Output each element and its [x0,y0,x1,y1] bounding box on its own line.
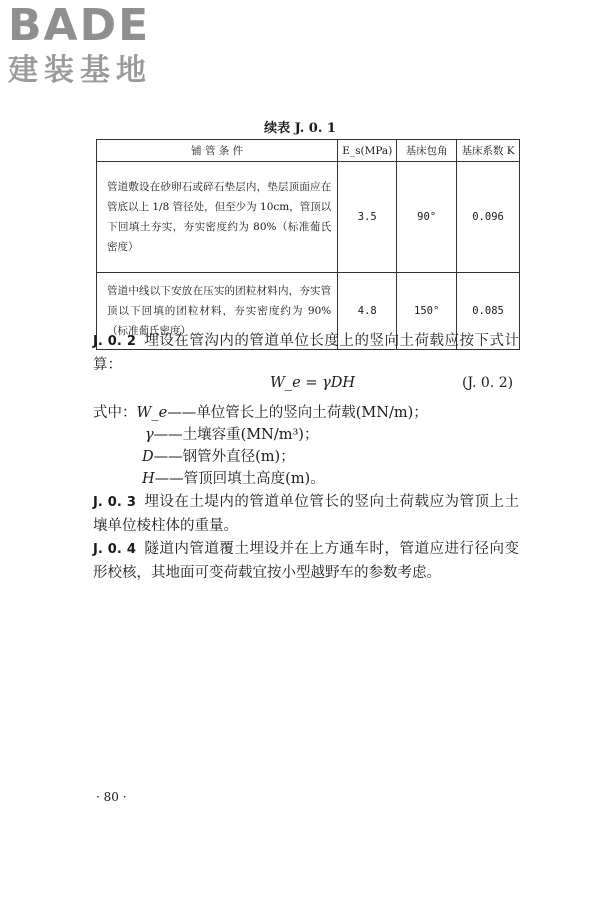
legend-desc: ——单位管长上的竖向土荷载(MN/m)； [167,405,428,421]
row-es: 4.8 [338,273,397,350]
formula: W_e = γDH [270,375,356,391]
section-number: J. 0. 2 [93,334,136,349]
section-j03 [93,491,519,537]
continued-table [96,139,520,350]
row-condition: 管道中线以下安放在压实的团粒材料内，夯实管顶以下回填的团粒材料，夯实密度约为 90%（标准葡氏密度） [97,273,338,350]
page-number: · 80 · [96,790,127,804]
row-angle: 90° [397,162,457,273]
logo-subtitle: 建装基地 [8,53,152,88]
section-j04 [93,538,519,584]
legend-desc: ——土壤容重(MN/m³)； [153,427,319,443]
table-header-row [97,140,520,162]
row-k: 0.085 [457,273,520,350]
legend-desc: ——钢管外直径(m)； [153,449,295,465]
formula-label: (J. 0. 2) [462,375,514,391]
legend-desc: ——管顶回填土高度(m)。 [154,471,325,487]
section-j02 [93,330,519,376]
table-row [97,162,520,273]
header-condition: 铺 管 条 件 [97,140,338,162]
logo-brand: BADE [8,0,151,51]
legend-line [142,446,295,468]
row-condition: 管道敷设在砂卵石或碎石垫层内，垫层顶面应在管底以上 1/8 管径处，但至少为 10cm，管顶以下回填土夯实，夯实密度约为 80%（标准葡氏密度） [97,162,338,273]
header-k: 基床系数 K [457,140,520,162]
legend-line [93,402,428,424]
legend-line [142,468,325,490]
section-text: 埋设在土堤内的管道单位管长的竖向土荷载应为管顶上土壤单位棱柱体的重量。 [93,494,520,534]
site-logo [8,2,183,90]
legend-symbol: D [142,449,154,465]
legend-symbol: H [142,471,155,487]
legend-symbol: W_e [136,405,168,421]
section-text: 埋设在管沟内的管道单位长度上的竖向土荷载应按下式计算： [93,333,520,373]
section-number: J. 0. 3 [93,495,136,510]
table-title: 续表 J. 0. 1 [264,121,336,136]
section-number: J. 0. 4 [93,542,136,557]
header-angle: 基床包角 [397,140,457,162]
legend-line [145,424,318,446]
header-es: E_s(MPa) [338,140,397,162]
row-k: 0.096 [457,162,520,273]
legend-prefix: 式中： [93,405,137,421]
section-text: 隧道内管道覆土埋设并在上方通车时，管道应进行径向变形校核，其地面可变荷载宜按小型越野车的参数考虑。 [93,541,520,581]
row-angle: 150° [397,273,457,350]
row-es: 3.5 [338,162,397,273]
legend-symbol: γ [145,427,154,443]
